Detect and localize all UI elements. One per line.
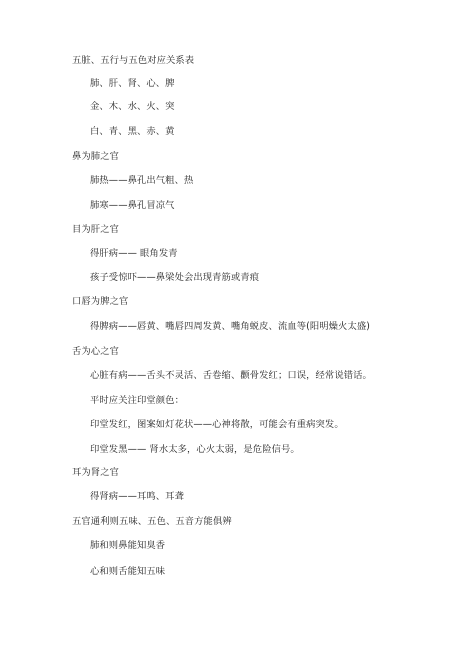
yintang-black-line: 印堂发黑—— 肾水太多，心火太弱，是危险信号。 [90, 444, 300, 455]
yintang-note-line: 平时应关注印堂颜色： [90, 395, 184, 406]
lung-cold-line: 肺寒——鼻孔冒凉气 [90, 200, 175, 211]
heart-disease-line: 心脏有病——舌头不灵活、舌卷缩、颧骨发红；口误，经常说错话。 [90, 370, 372, 381]
yintang-red-line: 印堂发红，图案如灯花状——心神将散，可能会有重病突发。 [90, 419, 344, 430]
liver-disease-line: 得肝病—— 眼角发青 [90, 248, 178, 259]
kidney-disease-line: 得肾病——耳鸣、耳聋 [90, 491, 184, 502]
elements-row: 金、木、水、火、突 [90, 101, 175, 112]
ear-heading: 耳为肾之官 [72, 467, 119, 478]
nose-heading: 鼻为肺之官 [72, 151, 119, 162]
lips-heading: 口唇为脾之官 [72, 296, 129, 307]
heart-taste-line: 心和则舌能知五味 [90, 566, 166, 577]
senses-heading: 五官通利则五味、五色、五音方能俱辨 [72, 516, 232, 527]
spleen-disease-line: 得脾病——唇黄、嘴唇四周发黄、嘴角蜕皮、流血等(阳明燥火太盛) [90, 321, 370, 332]
colors-row: 白、青、黑、赤、黄 [90, 126, 175, 137]
lung-heat-line: 肺热——鼻孔出气粗、热 [90, 175, 194, 186]
eye-heading: 目为肝之官 [72, 224, 119, 235]
table-title: 五脏、五行与五色对应关系表 [72, 55, 195, 66]
tongue-heading: 舌为心之官 [72, 346, 119, 357]
organs-row: 肺、肝、肾、心、脾 [90, 78, 175, 89]
lung-smell-line: 肺和则鼻能知臭香 [90, 540, 166, 551]
child-fright-line: 孩子受惊吓——鼻梁处会出现青筋或青痕 [90, 272, 260, 283]
